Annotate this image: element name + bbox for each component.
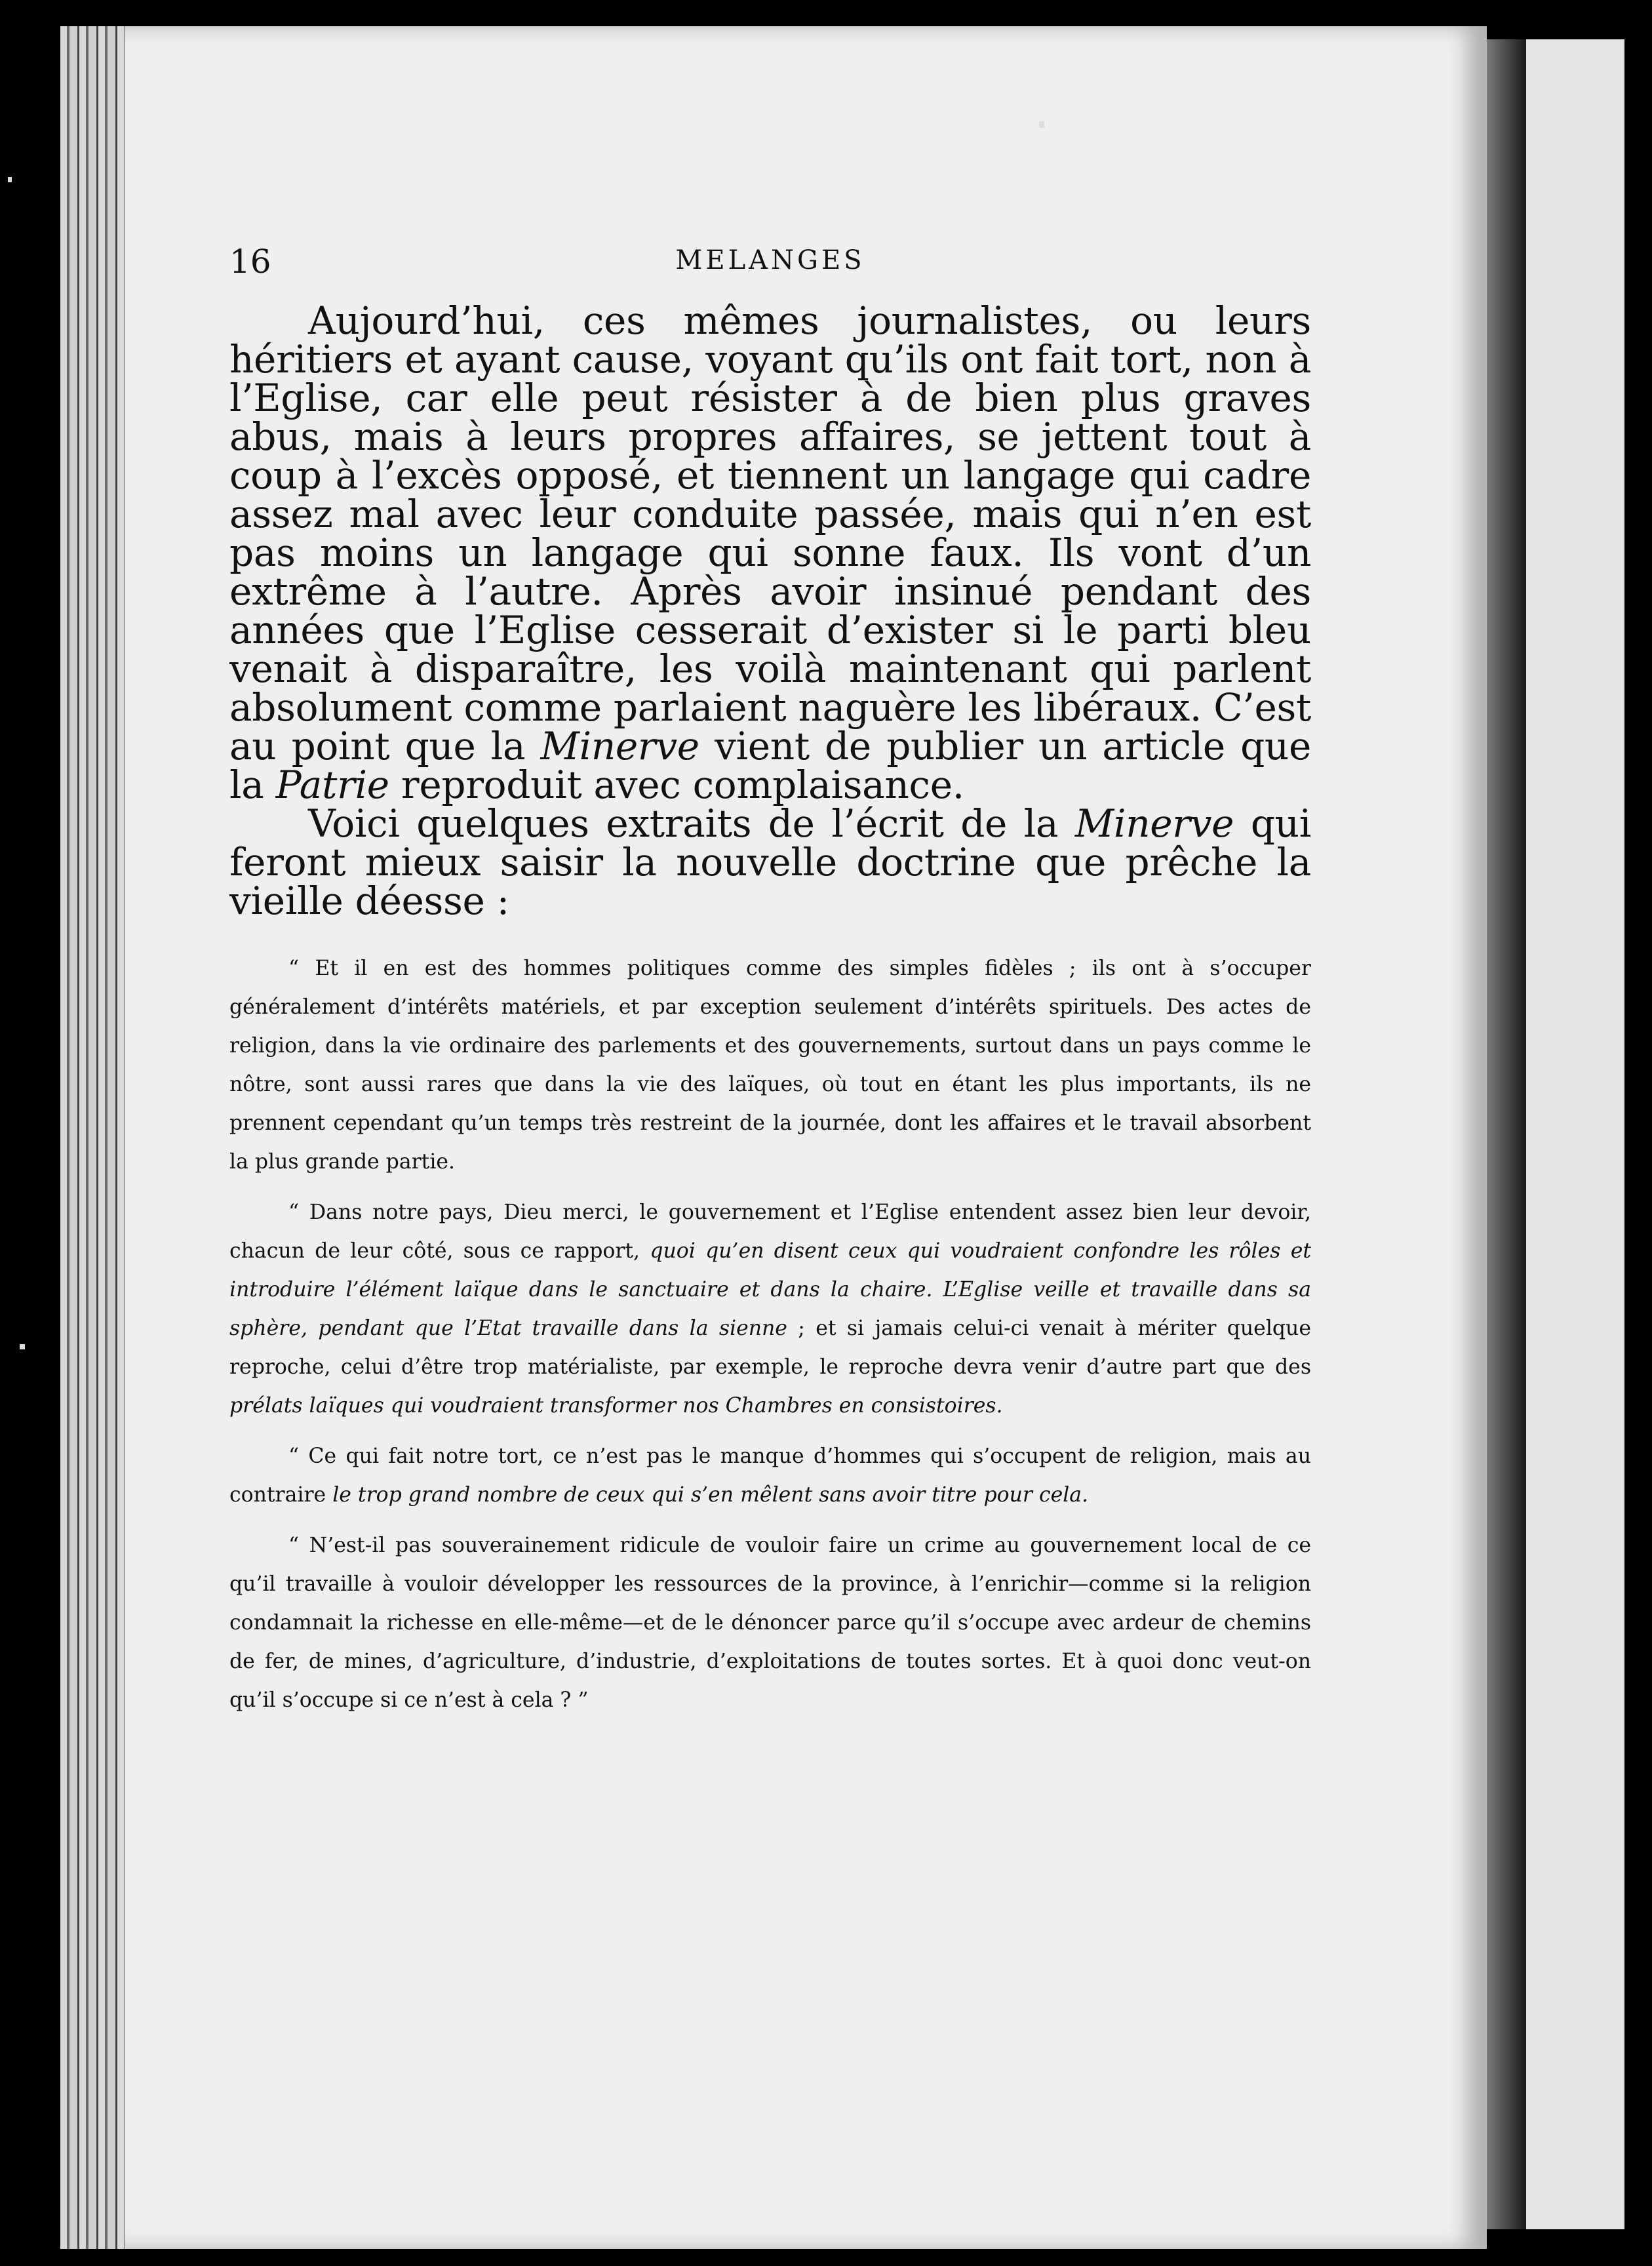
quoted-extracts bbox=[229, 949, 1311, 1720]
dust-speck bbox=[1039, 121, 1044, 128]
paragraph bbox=[229, 298, 1311, 807]
quote-text: “ N’est-il pas souverainement ridicule de vouloir faire un crime au gouvernement local de ce qu’il travaille à vouloir développer les ressources de la province, à l’enrichir—comme si la religion condamnait la richesse en elle-même—et de le dénoncer parce qu’il s’occupe avec ardeur de chemins de fer, de mines, d’agriculture, d’industrie, d’exploitations de toutes sortes. Et à quoi donc veut-on qu’il s’occupe si ce n’est à cela ? ” bbox=[229, 1534, 1311, 1712]
running-title: MELANGES bbox=[675, 245, 865, 275]
paragraph-text: reproduit avec complaisance. bbox=[389, 763, 964, 807]
page-text bbox=[229, 243, 1311, 1732]
page-number: 16 bbox=[229, 243, 271, 281]
quote-text: ; et si jamais celui-ci venait à mériter quelque reproche, celui d’être trop matérialiste, par exemple, le reproche devra venir d’autre part que des bbox=[229, 1317, 1311, 1379]
book-gutter bbox=[1487, 39, 1526, 2229]
paragraph-text: Aujourd’hui, ces mêmes journalistes, ou leurs héritiers et ayant cause, voyant qu’ils ont fait tort, non à l’Eglise, car elle peut résister à de bien plus graves abus, mais à leurs propres affaires, se jettent tout à coup à l’excès opposé, et tiennent un langage qui cadre assez mal avec leur conduite passée, mais qui n’en est pas moins un langage qui sonne faux. Ils vont d’un extrême à l’autre. Après avoir insinué pendant des années que l’Eglise cesserait d’exister si le parti bleu venait à disparaître, les voilà maintenant qui parlent absolument comme parlaient naguère les libéraux. C’est au point que la bbox=[229, 298, 1311, 768]
quote-italic: le trop grand nombre de ceux qui s’en mêlent sans avoir titre pour cela. bbox=[332, 1483, 1089, 1507]
title-minerve: Minerve bbox=[540, 724, 699, 768]
page-edges bbox=[60, 26, 132, 2249]
dust-speck bbox=[8, 177, 12, 182]
dust-speck bbox=[20, 1344, 25, 1349]
quote-paragraph bbox=[229, 1437, 1311, 1515]
quote-paragraph bbox=[229, 1193, 1311, 1425]
quote-paragraph bbox=[229, 1526, 1311, 1720]
paragraph bbox=[229, 801, 1311, 923]
facing-page-edge bbox=[1526, 39, 1624, 2229]
title-minerve: Minerve bbox=[1074, 801, 1234, 846]
quote-italic: prélats laïques qui voudraient transformer nos Chambres en consistoires. bbox=[229, 1394, 1003, 1418]
paragraph-text: vient de publier un article que la bbox=[229, 724, 1311, 807]
quote-text: “ Et il en est des hommes politiques comme des simples fidèles ; ils ont à s’occuper généralement d’intérêts matériels, et par exception seulement d’intérêts spirituels. Des actes de religion, dans la vie ordinaire des parlements et des gouvernements, surtout dans un pays comme le nôtre, sont aussi rares que dans la vie des laïques, où tout en étant les plus importants, ils ne prennent cependant qu’un temps très restreint de la journée, dont les affaires et le travail absorbent la plus grande partie. bbox=[229, 957, 1311, 1174]
title-patrie: Patrie bbox=[275, 763, 389, 807]
quote-text: “ Dans notre pays, Dieu merci, le gouvernement et l’Eglise entendent assez bien leur devoir, chacun de leur côté, sous ce rapport, bbox=[229, 1201, 1311, 1263]
running-head bbox=[229, 243, 1311, 302]
paragraph-text: Voici quelques extraits de l’écrit de la bbox=[308, 801, 1075, 846]
quote-italic: quoi qu’en disent ceux qui voudraient confondre les rôles et introduire l’élément laïque dans le sanctuaire et dans la chaire. L’Eglise veille et travaille dans sa sphère, pendant que l’Etat travaille dans la sienne bbox=[229, 1239, 1311, 1340]
quote-paragraph bbox=[229, 949, 1311, 1182]
paragraph-text: qui feront mieux saisir la nouvelle doctrine que prêche la vieille déesse : bbox=[229, 801, 1311, 923]
quote-text: “ Ce qui fait notre tort, ce n’est pas le manque d’hommes qui s’occupent de religion, mais au contraire bbox=[229, 1444, 1311, 1507]
